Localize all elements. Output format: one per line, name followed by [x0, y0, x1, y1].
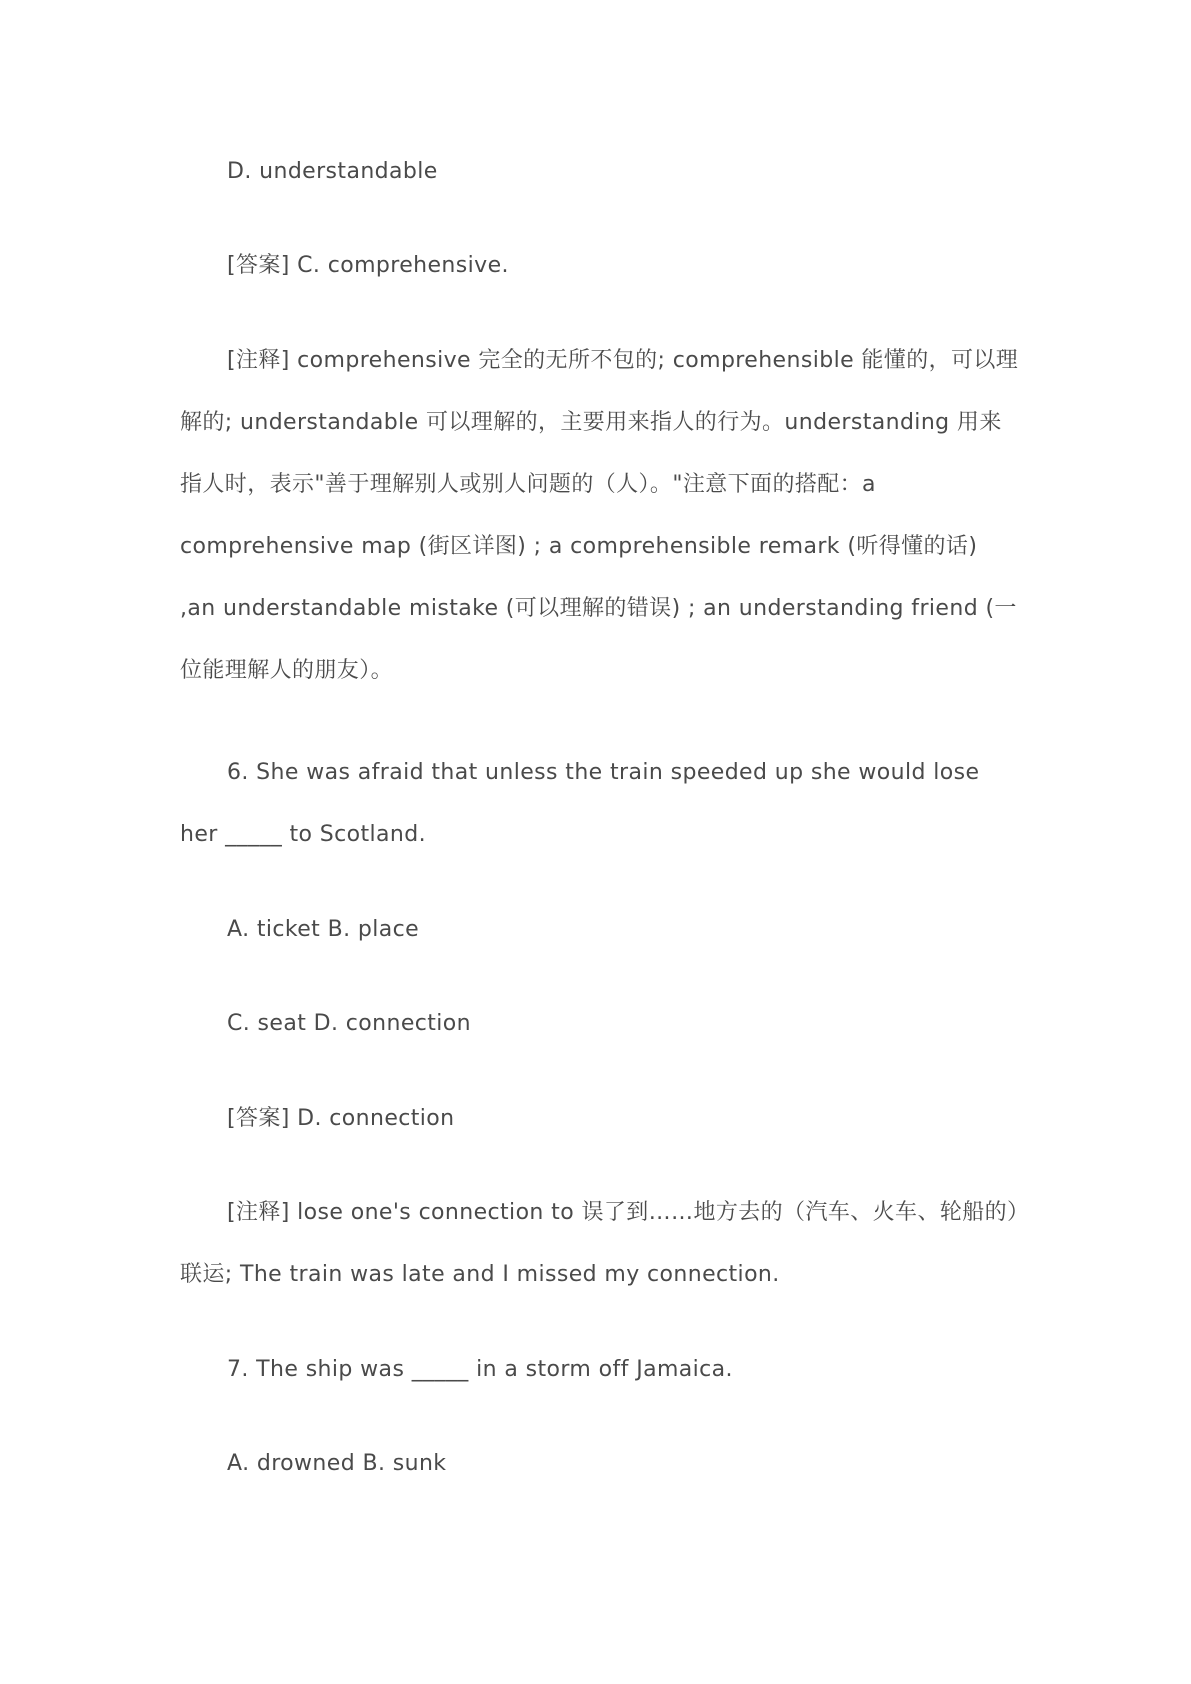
- question-6-options-a-b: A. ticket B. place: [227, 917, 420, 942]
- explanation-question-6: [注释] lose one's connection to 误了到……地方去的（汽车、火车、轮船的）联运; The train was late and I missed my connection.: [180, 1200, 1019, 1287]
- question-6-options-c-d: C. seat D. connection: [227, 1011, 471, 1036]
- option-d-understandable: D. understandable: [227, 159, 438, 184]
- question-6: 6. She was afraid that unless the train speeded up she would lose her _____ to Scotland.: [180, 760, 980, 847]
- answer-question-5: [答案] C. comprehensive.: [227, 253, 509, 278]
- explanation-question-5: [注释] comprehensive 完全的无所不包的; comprehensible 能懂的，可以理解的; understandable 可以理解的，主要用来指人的行为。understanding 用来指人时，表示"善于理解别人或别人问题的（人）。"注意下面的搭配：a comprehensive map (街区详图) ; a comprehensible remark (听得懂的话) ,an understandable mistake (可以理解的错误) ; an understanding friend (一位能理解人的朋友）。: [180, 348, 1019, 683]
- question-7-options-a-b: A. drowned B. sunk: [227, 1451, 447, 1476]
- question-7: 7. The ship was _____ in a storm off Jamaica.: [227, 1357, 733, 1382]
- answer-question-6: [答案] D. connection: [227, 1106, 455, 1131]
